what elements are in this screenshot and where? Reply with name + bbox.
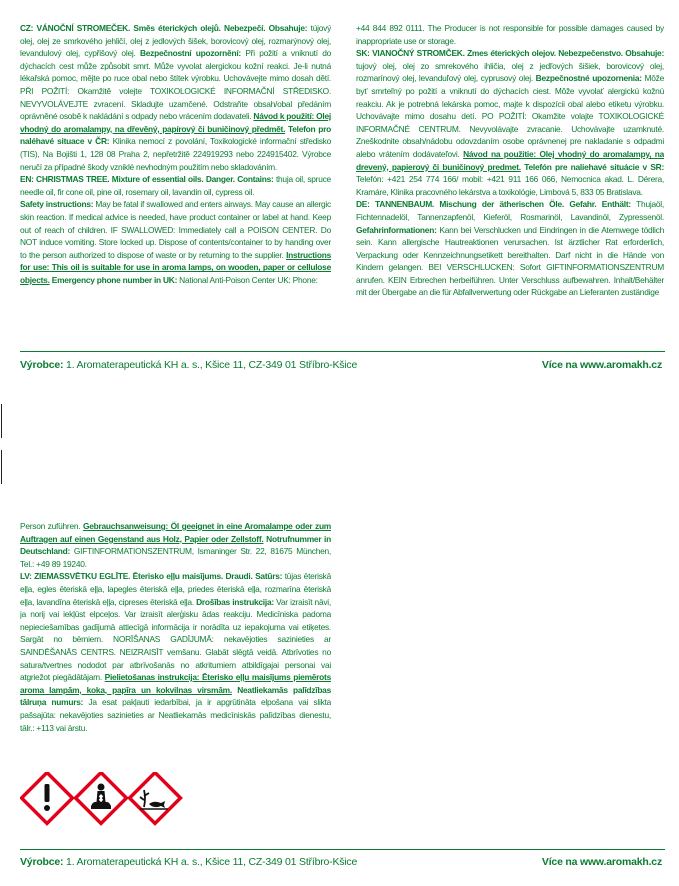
cz-title: CZ: VÁNOČNÍ STROMEČEK. — [20, 23, 131, 33]
de-usage-label: Gebrauchsanweisung: Öl geeignet in eine Aromalampe oder zum Auftragen auf einen Gegenstand aus Holz, Papier oder Zellstoff. — [20, 521, 331, 544]
label-text-sk-de — [356, 22, 664, 344]
sk-usage-label: Návod na použitie: Olej vhodný do aromalampy, na drevený, papierový či buničinový predmet. — [356, 148, 664, 172]
de-contains: Thujaöl, Fichtennadelöl, Tannenzapfenöl, Kieferöl, Rosmarinöl, Lavandinöl, Zypressenöl. — [356, 199, 664, 222]
cz-safety: Při požití a vniknutí do dýchacích cest může způsobit smrt. Může vyvolat alergickou kožní reakci. Je-li nutná lékařská pomoc, mějte po ruce obal nebo štítek výrobku. Uchovávejte mimo dosah dětí. PŘI POŽITÍ: Okamžitě volejte TOXIKOLOGICKÉ INFORMAČNÍ STŘEDISKO. NEVYVOLÁVEJTE zvracení. Skladujte uzamčené. Odstraňte obsah/obal předáním oprávněné osobě k nakládání s odpady nebo vrácením dodavateli. — [20, 48, 331, 122]
sk-contains: tujový olej, olej zo smrekového ihličia, olej z jedľových šišiek, borovicový olej, rozmarínový olej, levanduľový olej, cyprusový olej. — [356, 60, 664, 84]
cz-safety-label: Bezpečnostní upozornění: — [139, 48, 241, 59]
producer-line-top — [20, 359, 357, 379]
de-safety-label: Gefahrinformationen: — [356, 224, 437, 235]
en-danger: Danger. — [205, 174, 235, 185]
en-safety: May be fatal if swallowed and enters airways. May cause an allergic skin reaction. If medical advice is needed, have product container or label at hand. Keep out of reach of children. IF SWALLOWED: Immediately call a POISON CENTER. Do NOT induce vomiting. Store locked up. Dispose of contents/container to by handing over to the person authorized to dispose of waste or by returning to the supplier. — [20, 199, 331, 260]
lv-usage-label: Pielietošanas instrukcija: Ēterisko eļļu maisījums piemērots aroma lampām, koka, papīra un kokvilnas virsmām. — [20, 672, 331, 695]
label-paragraph — [356, 47, 664, 198]
cz-emergency: Klinika nemocí z povolání, Toxikologické informační středisko (TIS), Na Bojišti 1, 128 08 Praha 2, nepřetržitě 224919293 nebo 224915402. Výrobce neručí za případné škody vzniklé nevhodným použitím nebo skladováním. — [20, 136, 331, 172]
label-paragraph — [20, 198, 331, 286]
de-danger: Gefahr. — [569, 199, 597, 210]
label-paragraph — [20, 173, 331, 198]
label-paragraph — [356, 22, 664, 47]
producer-address: 1. Aromaterapeutická KH a. s., Kšice 11, CZ-349 01 Stříbro-Kšice — [63, 359, 358, 371]
lv-safety: Var izraisīt nāvi, ja norij vai iekļūst elpceļos. Var izraisīt alerģisku ādas reakciju. Medicīniska padoma nepieciešamības gadījumā attiecīgā informācija ir norādīta uz iepakojuma vai etiķetes. Sargāt no bērniem. NORĪŠANAS GADĪJUMĀ: nekavējoties sazinieties ar SAINDĒŠANĀS CENTRS. NEIZRAISĪT vemšanu. Glabāt slēgtā veidā. Atbrīvoties no satura/tvertnes nododot par atbrīvošanās no atkritumiem atbildīgajai personai vai atgriežot piegādātājam. — [20, 596, 331, 683]
sk-danger: Nebezpečenstvo. — [558, 48, 623, 59]
sk-title: SK: VIANOČNÝ STROMČEK. — [356, 48, 465, 59]
en-contains-label: Contains: — [234, 174, 274, 185]
cz-emergency-label: Telefon pro naléhavé situace v ČR: — [20, 123, 331, 147]
ghs-exclamation-icon — [22, 773, 73, 824]
label-paragraph — [20, 520, 331, 570]
sk-emergency: Telefón: +421 254 774 166/ mobil: +421 911 166 066, Nemocnica akad. L. Dérera, Kramáre, Klinika pracovného lekárstva a toxikológie, Limbová 5, 833 05 Bratislava. — [356, 174, 664, 197]
lv-emergency: Ja esat pakļauti iedarbībai, ja ir apgrūtināta elpošana vai slikta pašsajūta: nekavējoties sazinieties ar Neatliekamās medicīniskās palīdzības dienestu, tālr.: +113 vai ārstu. — [20, 697, 331, 733]
producer-address: 1. Aromaterapeutická KH a. s., Kšice 11, CZ-349 01 Stříbro-Kšice — [63, 856, 358, 868]
lv-danger: Draudi. — [225, 571, 253, 582]
en-emergency: National Anti-Poison Center UK: Phone: — [177, 274, 318, 285]
lv-contains: tūjas ēteriskā eļļa, egles ēteriskā eļļa, lapegles ēteriskā eļļa, priedes ēteriskā eļļa, rozmarīna ēteriskā eļļa, lavandīna ēteriskā eļļa, cipreses ēteriskā eļļa. — [20, 571, 331, 607]
de-contains-label: Enthält: — [596, 199, 631, 210]
lv-desc: Ēterisko eļļu maisījums. — [130, 571, 226, 582]
producer-line-bottom — [20, 856, 357, 876]
crop-mark — [1, 404, 2, 438]
label-paragraph — [20, 570, 331, 734]
sk-desc: Zmes éterických olejov. — [464, 48, 559, 59]
label-paragraph — [20, 22, 331, 173]
producer-label: Výrobce: — [20, 856, 64, 868]
cz-danger: Nebezpečí. — [224, 23, 266, 33]
lv-title: LV: ZIEMASSVĒTKU EGLĪTE. — [20, 571, 131, 582]
en-emergency-cont: +44 844 892 0111. The Producer is not responsible for possible damages caused by inappropriate use or storage. — [356, 23, 664, 46]
ghs-environment-icon — [130, 773, 181, 824]
de-emergency: GIFTINFORMATIONSZENTRUM, Ismaninger Str. 22, 81675 München, Tel.: +49 89 19240. — [20, 546, 331, 569]
footer-rule-bottom — [20, 849, 665, 850]
producer-label: Výrobce: — [20, 359, 64, 371]
en-usage: This oil is suitable for use in aroma lamps, on wooden, paper or cellulose objects. — [20, 262, 331, 285]
label-text-de-lv — [20, 520, 331, 770]
website-line-bottom — [542, 856, 662, 876]
hazard-pictograms-svg — [20, 772, 220, 830]
cz-contains-label: Obsahuje: — [265, 23, 311, 33]
footer-rule-top — [20, 351, 665, 352]
website-link: Více na www.aromakh.cz — [541, 359, 662, 371]
crop-mark — [1, 450, 2, 484]
en-usage-label: Instructions for use: — [20, 249, 331, 273]
cz-usage: Olej vhodný do aromalampy, na dřevěný, papírový či buničinový předmět. — [20, 111, 331, 134]
website-line-top — [542, 359, 662, 379]
lv-emergency-label: Neatliekamās palīdzības tālruņa numurs: — [20, 684, 331, 708]
sk-emergency-label: Telefón pre naliehavé situácie v SR: — [520, 161, 664, 172]
cz-desc: Směs éterických olejů. — [130, 23, 225, 33]
en-desc: Mixture of essential oils. — [109, 174, 206, 185]
en-title: EN: CHRISTMAS TREE. — [20, 174, 110, 185]
sk-safety: Môže byť smrteľný po požití a vniknutí do dýchacích ciest. Môže vyvolať alergickú kožnú reakciu. Ak je potrebná lekárska pomoc, majte k dispozícii obal alebo etiketu výrobku. Uchovávajte mimo dosahu detí. PO POŽITÍ: Okamžite volajte TOXIKOLOGICKÉ INFORMAČNÉ CENTRUM. Nevyvolávajte zvracanie. Uchovávajte uzamknuté. Zneškodnite obsah/nádobu odovzdaním osobe oprávnenej pre nakladanie s odpadmi alebo vrátením dodávateľovi. — [356, 73, 664, 159]
en-emergency-label: Emergency phone number in UK: — [49, 274, 178, 285]
de-safety: Kann bei Verschlucken und Eindringen in die Atemwege tödlich sein. Kann allergische Hautreaktionen verursachen. Ist ärztlicher Rat erforderlich, Verpackung oder Kennzeichnungsetikett bereithalten. Darf nicht in die Hände von Kindern gelangen. BEI VERSCHLUCKEN: Sofort GIFTINFORMATIONSZENTRUM anrufen. KEIN Erbrechen herbeiführen. Unter Verschluss aufbewahren. Inhalt/Behälter mit der Übergabe an die für Abfallverwertung oder Rückgabe an Lieferanten zuständige — [356, 224, 664, 298]
sk-safety-label: Bezpečnostné upozornenia: — [535, 73, 642, 84]
de-emergency-label: Notrufnummer in Deutschland: — [20, 533, 331, 557]
de-cont: Person zuführen. — [20, 521, 83, 531]
label-text-cz-en — [20, 22, 331, 344]
hazard-pictograms — [20, 772, 220, 832]
cz-contains: tújový olej, olej ze smrkového jehličí, olej z jedlových šišek, borovicový olej, rozmarýnový olej, levandulový olej, cypřišový olej. — [20, 23, 331, 59]
de-desc: Mischung der ätherischen Öle. — [434, 199, 570, 210]
website-link: Více na www.aromakh.cz — [541, 856, 662, 868]
lv-contains-label: Satūrs: — [252, 571, 283, 582]
en-contains: thuja oil, spruce needle oil, fir cone oil, pine oil, rosemary oil, lavandin oil, cypress oil. — [20, 174, 331, 197]
label-paragraph — [356, 198, 664, 299]
lv-safety-label: Drošības instrukcija: — [196, 596, 274, 607]
sk-contains-label: Obsahuje: — [622, 48, 664, 59]
cz-usage-label: Návod k použití: — [253, 111, 315, 122]
ghs-health-hazard-icon — [76, 773, 127, 824]
en-safety-label: Safety instructions: — [20, 199, 94, 210]
de-title: DE: TANNENBAUM. — [356, 199, 435, 210]
